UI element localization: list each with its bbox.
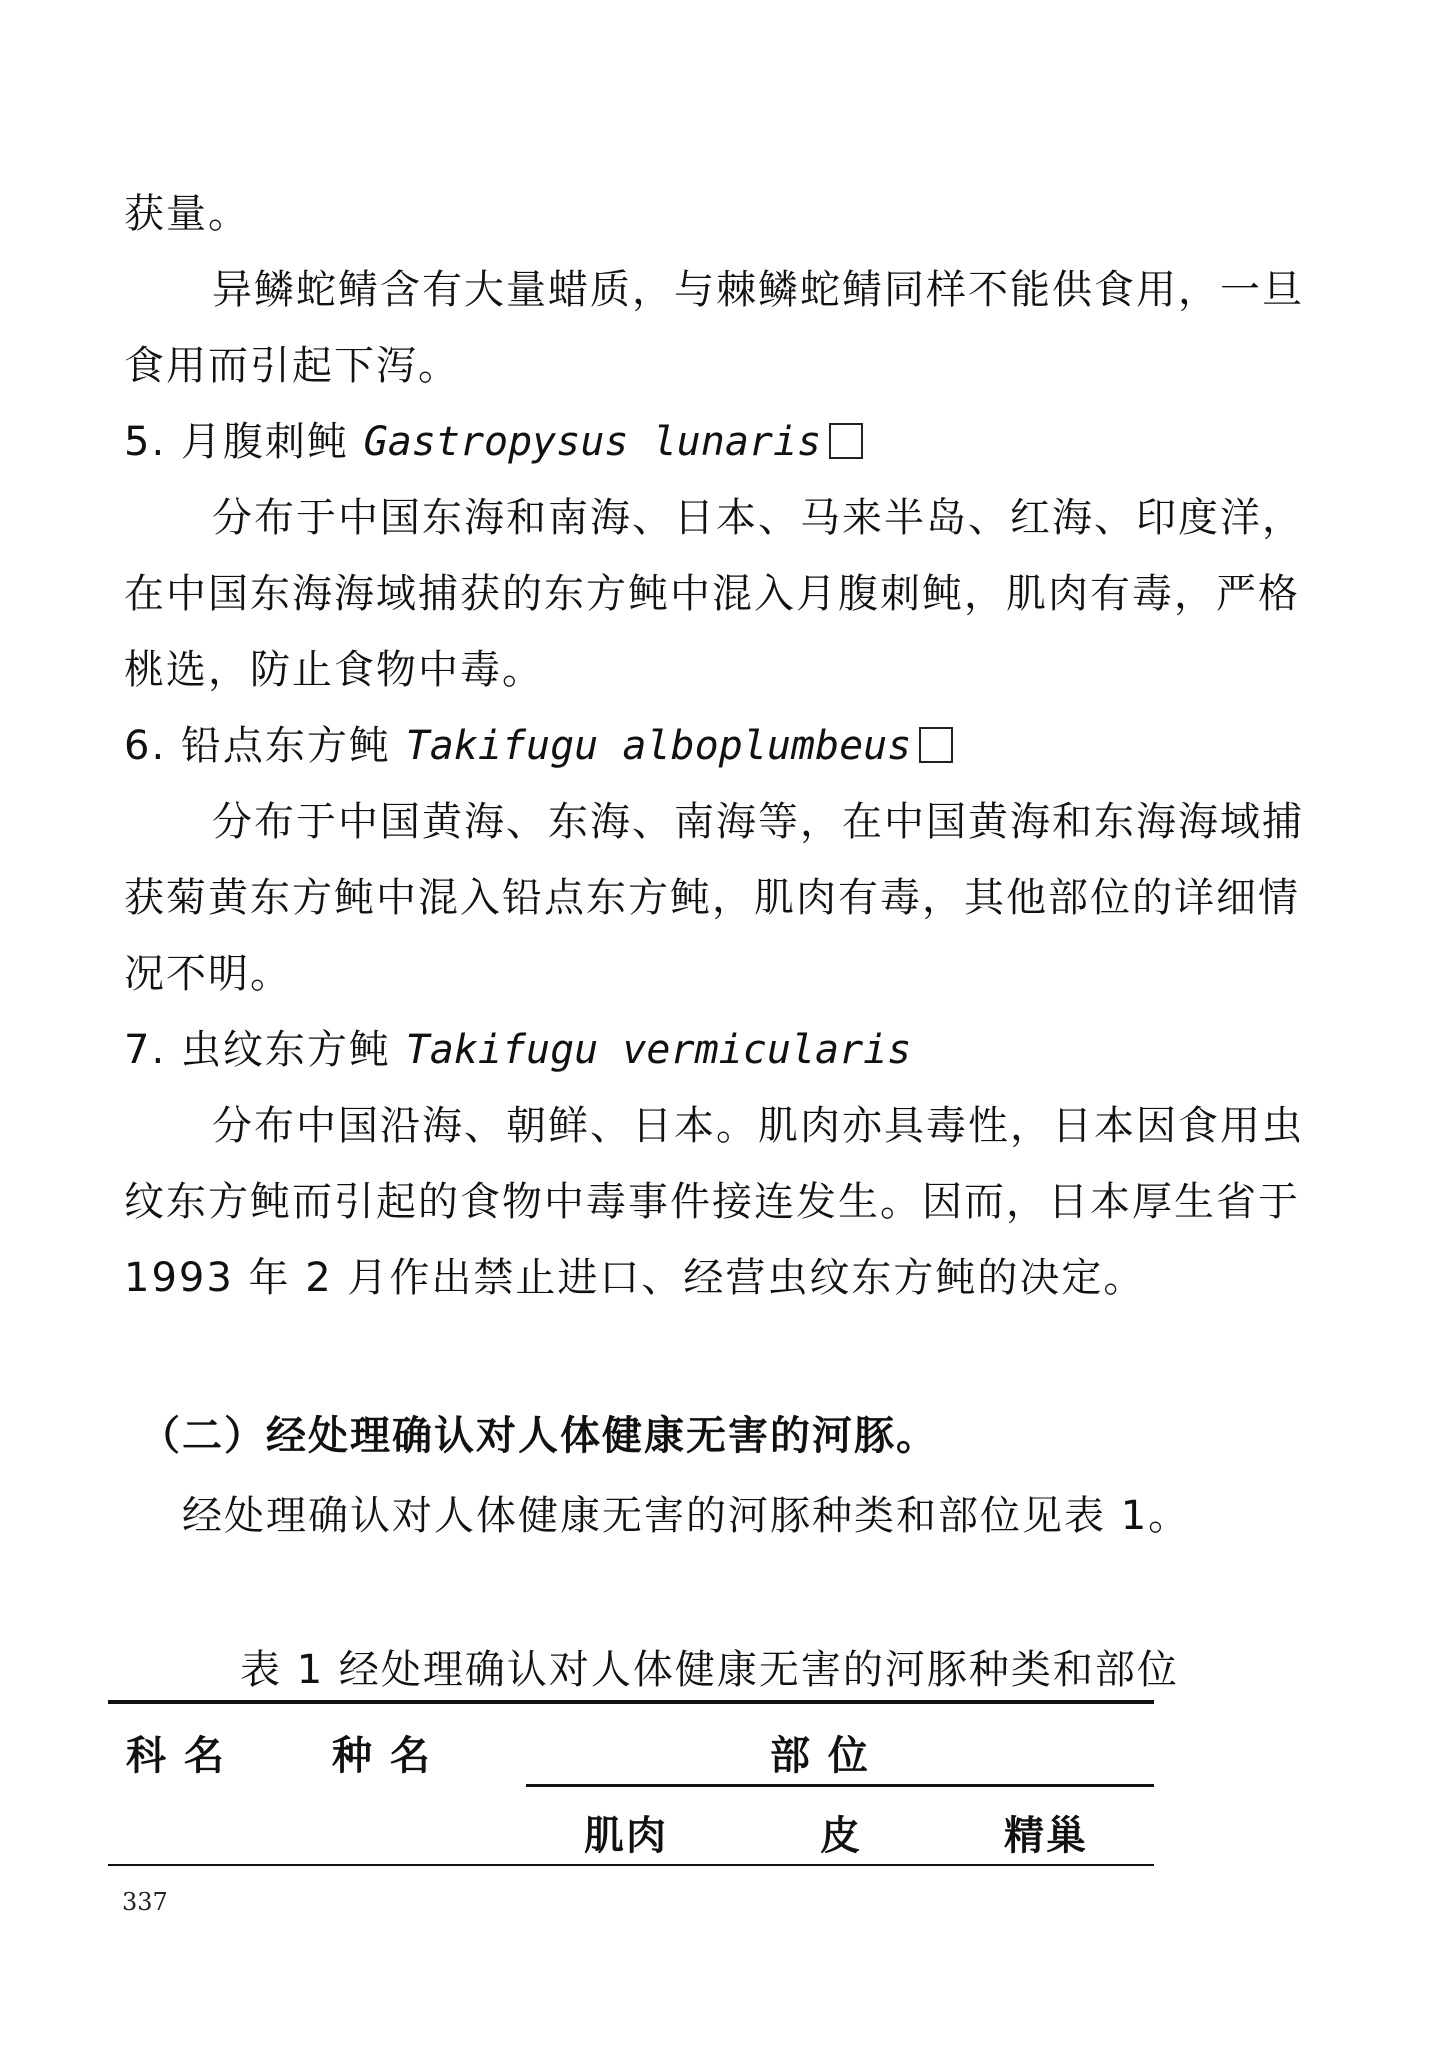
page-number: 337 [122, 1888, 168, 1916]
section-heading: （二）经处理确认对人体健康无害的河豚。 [140, 1413, 938, 1459]
header-muscle: 肌肉 [584, 1813, 668, 1859]
table-header-bottom-rule [108, 1864, 1154, 1866]
species-heading-7 [124, 1012, 1334, 1088]
item-number: 6. [124, 723, 167, 769]
header-skin: 皮 [820, 1813, 862, 1859]
paragraph: 分布中国沿海、朝鲜、日本。肌肉亦具毒性，日本因食用虫纹东方鲀而引起的食物中毒事件接连发生。因而，日本厚生省于1993 年 2 月作出禁止进口、经营虫纹东方鲀的决定。 [124, 1103, 1304, 1301]
body-text [124, 176, 1334, 1316]
table-sub-rule [526, 1784, 1154, 1787]
header-species: 种 名 [332, 1733, 432, 1779]
species-chinese-name: 铅点东方鲀 [180, 723, 391, 769]
species-chinese-name: 月腹刺鲀 [180, 419, 349, 465]
header-part: 部 位 [770, 1733, 870, 1779]
species-latin-name: Takifugu vermicularis [405, 1027, 912, 1073]
item-number: 7. [124, 1027, 167, 1073]
paragraph: 分布于中国东海和南海、日本、马来半岛、红海、印度洋，在中国东海海域捕获的东方鲀中混入月腹刺鲀，肌肉有毒，严格桃选，防止食物中毒。 [124, 495, 1304, 693]
paragraph: 异鳞蛇鲭含有大量蜡质，与棘鳞蛇鲭同样不能供食用，一旦食用而引起下泻。 [124, 267, 1304, 389]
species-chinese-name: 虫纹东方鲀 [180, 1027, 391, 1073]
species-latin-name: Gastropysus lunaris [363, 419, 822, 465]
species-heading-6 [124, 708, 1334, 784]
placeholder-box-icon [919, 727, 953, 763]
species-latin-name: Takifugu alboplumbeus [405, 723, 912, 769]
placeholder-box-icon [829, 423, 863, 459]
header-testis: 精巢 [1004, 1813, 1088, 1859]
table-caption: 表 1 经处理确认对人体健康无害的河豚种类和部位 [240, 1647, 1179, 1693]
table-top-rule [108, 1700, 1154, 1704]
species-heading-5 [124, 404, 1334, 480]
header-family: 科 名 [126, 1733, 226, 1779]
item-number: 5. [124, 419, 167, 465]
paragraph: 分布于中国黄海、东海、南海等，在中国黄海和东海海域捕获菊黄东方鲀中混入铅点东方鲀，肌肉有毒，其他部位的详细情况不明。 [124, 799, 1304, 997]
section-description: 经处理确认对人体健康无害的河豚种类和部位见表 1。 [182, 1493, 1191, 1539]
paragraph: 获量。 [124, 191, 250, 237]
